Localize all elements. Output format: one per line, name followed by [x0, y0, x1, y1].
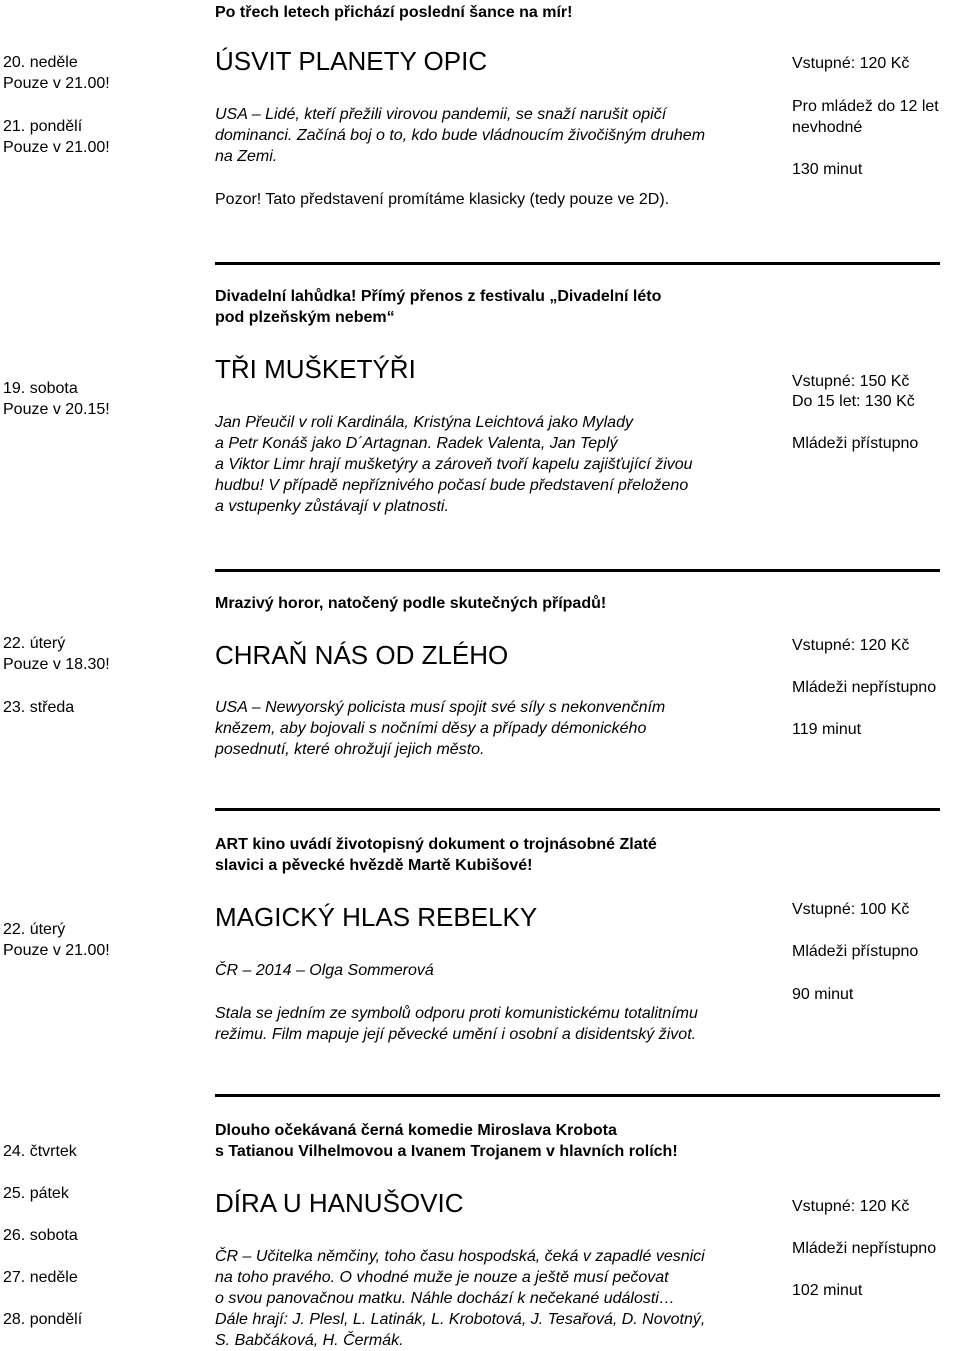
event3-title: CHRAŇ NÁS OD ZLÉHO	[215, 640, 509, 670]
event1-desc: dominanci. Začíná boj o to, kdo bude vládnoucím živočišným druhem	[215, 127, 706, 144]
event3-price: Vstupné: 120 Kč	[792, 637, 910, 654]
event1-age: Pro mládež do 12 let	[792, 98, 939, 115]
event5-tagline: Dlouho očekávaná černá komedie Miroslava Krobota	[215, 1122, 617, 1139]
event1-date: 21. pondělí	[3, 118, 83, 135]
event2-tagline: pod plzeňským nebem“	[215, 309, 395, 326]
event1-time: Pouze v 21.00!	[3, 75, 110, 92]
event5-title: DÍRA U HANUŠOVIC	[215, 1188, 464, 1218]
event5-date: 28. pondělí	[3, 1311, 83, 1328]
event5-date: 24. čtvrtek	[3, 1143, 77, 1160]
event2-desc: a Petr Konáš jako D´Artagnan. Radek Valenta, Jan Teplý	[215, 435, 618, 452]
divider	[215, 1094, 940, 1097]
event3-age: Mládeži nepřístupno	[792, 679, 937, 696]
event3-desc: USA – Newyorský policista musí spojit své síly s nekonvenčním	[215, 699, 666, 716]
event1-time: Pouze v 21.00!	[3, 139, 110, 156]
event4-date: 22. úterý	[3, 921, 66, 938]
event5-date: 25. pátek	[3, 1185, 69, 1202]
event1-duration: 130 minut	[792, 161, 863, 178]
event1-desc: USA – Lidé, kteří přežili virovou pandemii, se snaží narušit opičí	[215, 106, 667, 123]
event5-duration: 102 minut	[792, 1282, 863, 1299]
event2-desc: Jan Přeučil v roli Kardinála, Kristýna Leichtová jako Mylady	[215, 414, 633, 431]
event5-desc: o svou panovačnou matku. Náhle dochází k nečekané události…	[215, 1290, 675, 1307]
event2-date: 19. sobota	[3, 380, 78, 397]
event2-time: Pouze v 20.15!	[3, 401, 110, 418]
event4-desc: režimu. Film mapuje její pěvecké umění i osobní a disidentský život.	[215, 1026, 697, 1043]
event2-price-youth: Do 15 let: 130 Kč	[792, 393, 915, 410]
event1-title: ÚSVIT PLANETY OPIC	[215, 46, 488, 76]
event2-title: TŘI MUŠKETÝŘI	[215, 354, 416, 384]
event2-age: Mládeži přístupno	[792, 435, 919, 452]
event3-date: 22. úterý	[3, 635, 66, 652]
event2-desc: a Viktor Limr hrají mušketýry a zároveň tvoří kapelu zajišťující živou	[215, 456, 693, 473]
event4-title: MAGICKÝ HLAS REBELKY	[215, 902, 538, 932]
divider	[215, 808, 940, 811]
event4-age: Mládeži přístupno	[792, 943, 919, 960]
divider	[215, 569, 940, 572]
event4-time: Pouze v 21.00!	[3, 942, 110, 959]
event4-price: Vstupné: 100 Kč	[792, 901, 910, 918]
event4-tagline: slavici a pěvecké hvězdě Martě Kubišové!	[215, 857, 533, 874]
event5-desc: S. Babčáková, H. Čermák.	[215, 1332, 404, 1349]
event5-age: Mládeži nepřístupno	[792, 1240, 937, 1257]
event4-tagline: ART kino uvádí životopisný dokument o trojnásobné Zlaté	[215, 836, 657, 853]
event1-age: nevhodné	[792, 119, 863, 136]
event5-tagline: s Tatianou Vilhelmovou a Ivanem Trojanem v hlavních rolích!	[215, 1143, 678, 1160]
event3-time: Pouze v 18.30!	[3, 656, 110, 673]
event5-date: 26. sobota	[3, 1227, 78, 1244]
event2-desc: a vstupenky zůstávají v platnosti.	[215, 498, 449, 515]
event1-tagline: Po třech letech přichází poslední šance na mír!	[215, 4, 573, 21]
event2-desc: hudbu! V případě nepříznivého počasí bude představení přeloženo	[215, 477, 689, 494]
event5-desc: na toho pravého. O vhodné muže je nouze a ještě musí pečovat	[215, 1269, 669, 1286]
event5-price: Vstupné: 120 Kč	[792, 1198, 910, 1215]
event3-desc: knězem, aby bojovali s nočními děsy a případy démonického	[215, 720, 647, 737]
event5-desc: ČR – Učitelka němčiny, toho času hospodská, čeká v zapadlé vesnici	[215, 1248, 705, 1265]
event5-date: 27. neděle	[3, 1269, 78, 1286]
event3-tagline: Mrazivý horor, natočený podle skutečných případů!	[215, 595, 607, 612]
event1-price: Vstupné: 120 Kč	[792, 55, 910, 72]
event2-tagline: Divadelní lahůdka! Přímý přenos z festivalu „Divadelní léto	[215, 288, 662, 305]
event5-desc: Dále hrají: J. Plesl, L. Latinák, L. Krobotová, J. Tesařová, D. Novotný,	[215, 1311, 706, 1328]
event3-desc: posednutí, které ohrožují jejich město.	[215, 741, 485, 758]
event3-date: 23. středa	[3, 699, 75, 716]
event3-duration: 119 minut	[792, 721, 862, 738]
event1-date: 20. neděle	[3, 54, 78, 71]
event4-desc: Stala se jedním ze symbolů odporu proti komunistickému totalitnímu	[215, 1005, 698, 1022]
event2-price: Vstupné: 150 Kč	[792, 373, 910, 390]
divider	[215, 262, 940, 265]
event4-duration: 90 minut	[792, 986, 854, 1003]
event1-desc: na Zemi.	[215, 148, 278, 165]
event4-credit: ČR – 2014 – Olga Sommerová	[215, 962, 434, 979]
event1-note: Pozor! Tato představení promítáme klasicky (tedy pouze ve 2D).	[215, 191, 670, 208]
